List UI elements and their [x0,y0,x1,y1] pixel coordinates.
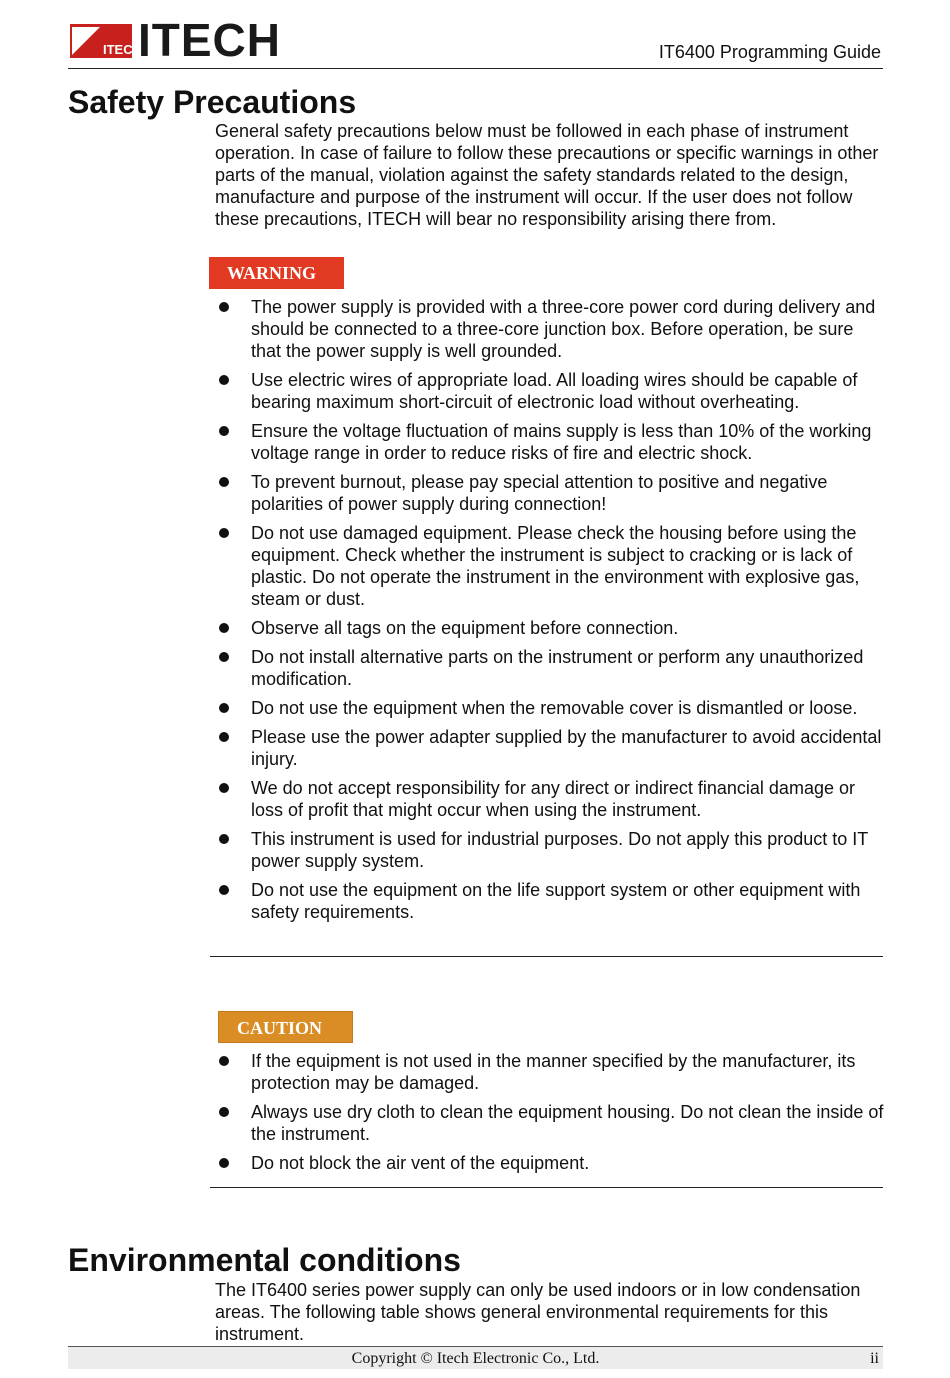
list-item-text: We do not accept responsibility for any direct or indirect financial damage or loss of profit that might occur when using the instrument. [251,778,855,820]
list-item-text: Always use dry cloth to clean the equipment housing. Do not clean the inside of the instrument. [251,1102,884,1144]
bullet-icon [219,477,229,487]
list-item [215,1101,885,1145]
bullet-icon [219,732,229,742]
bullet-icon [219,783,229,793]
warning-badge: WARNING [209,257,344,289]
warning-list [215,296,885,930]
caution-divider [210,1187,883,1188]
bullet-icon [219,1158,229,1168]
list-item [215,697,885,719]
list-item [215,828,885,872]
list-item [215,522,885,610]
itech-logo [70,14,305,66]
list-item [215,617,885,639]
list-item [215,879,885,923]
list-item [215,777,885,821]
document-title: IT6400 Programming Guide [658,42,881,62]
caution-badge: CAUTION [218,1011,353,1043]
bullet-icon [219,375,229,385]
caution-list [215,1050,885,1181]
list-item-text: Do not use the equipment when the removable cover is dismantled or loose. [251,698,858,718]
bullet-icon [219,623,229,633]
bullet-icon [219,528,229,538]
list-item [215,646,885,690]
list-item-text: Do not use the equipment on the life support system or other equipment with safety requirements. [251,880,861,922]
logo-wordmark: ITECH [138,14,281,66]
environment-intro-paragraph: The IT6400 series power supply can only be used indoors or in low condensation areas. The following table shows general environmental requirements for this instrument. [215,1280,861,1344]
bullet-icon [219,1107,229,1117]
list-item-text: The power supply is provided with a three-core power cord during delivery and should be connected to a three-core junction box. Before operation, be sure that the power supply is well grounded. [251,297,876,361]
section-title-environment: Environmental conditions [68,1242,461,1278]
page-header [68,14,883,69]
list-item-text: Do not install alternative parts on the instrument or perform any unauthorized modification. [251,647,864,689]
list-item-text: If the equipment is not used in the manner specified by the manufacturer, its protection may be damaged. [251,1051,856,1093]
list-item-text: Ensure the voltage fluctuation of mains supply is less than 10% of the working voltage range in order to reduce risks of fire and electric shock. [251,421,872,463]
safety-intro-paragraph: General safety precautions below must be followed in each phase of instrument operation. In case of failure to follow these precautions or specific warnings in other parts of the manual, violation against the safety standards related to the design, manufacture and purpose of the instrument will occur. If the user does not follow these precautions, ITECH will bear no responsibility arising there from. [215,121,879,229]
list-item [215,1152,885,1174]
list-item-text: This instrument is used for industrial purposes. Do not apply this product to IT power supply system. [251,829,868,871]
bullet-icon [219,652,229,662]
page-footer [68,1346,883,1369]
list-item-text: Observe all tags on the equipment before connection. [251,618,679,638]
list-item [215,726,885,770]
bullet-icon [219,302,229,312]
bullet-icon [219,426,229,436]
list-item [215,369,885,413]
bullet-icon [219,703,229,713]
list-item-text: To prevent burnout, please pay special attention to positive and negative polarities of power supply during connection! [251,472,828,514]
bullet-icon [219,1056,229,1066]
list-item [215,296,885,362]
list-item-text: Do not block the air vent of the equipment. [251,1153,590,1173]
list-item [215,420,885,464]
list-item [215,471,885,515]
svg-text:ITECH: ITECH [103,42,142,57]
list-item [215,1050,885,1094]
list-item-text: Do not use damaged equipment. Please check the housing before using the equipment. Check whether the instrument is subject to cracking or is lack of plastic. Do not operate the instrument in the environment with explosive gas, steam or dust. [251,523,860,609]
section-title-safety: Safety Precautions [68,84,357,120]
bullet-icon [219,885,229,895]
warning-divider [210,956,883,957]
page-number: ii [870,1350,879,1367]
list-item-text: Use electric wires of appropriate load. All loading wires should be capable of bearing maximum short-circuit of electronic load without overheating. [251,370,858,412]
itech-logo-mark-icon [70,24,142,58]
list-item-text: Please use the power adapter supplied by the manufacturer to avoid accidental injury. [251,727,882,769]
copyright-text: Copyright © Itech Electronic Co., Ltd. [351,1350,600,1367]
bullet-icon [219,834,229,844]
